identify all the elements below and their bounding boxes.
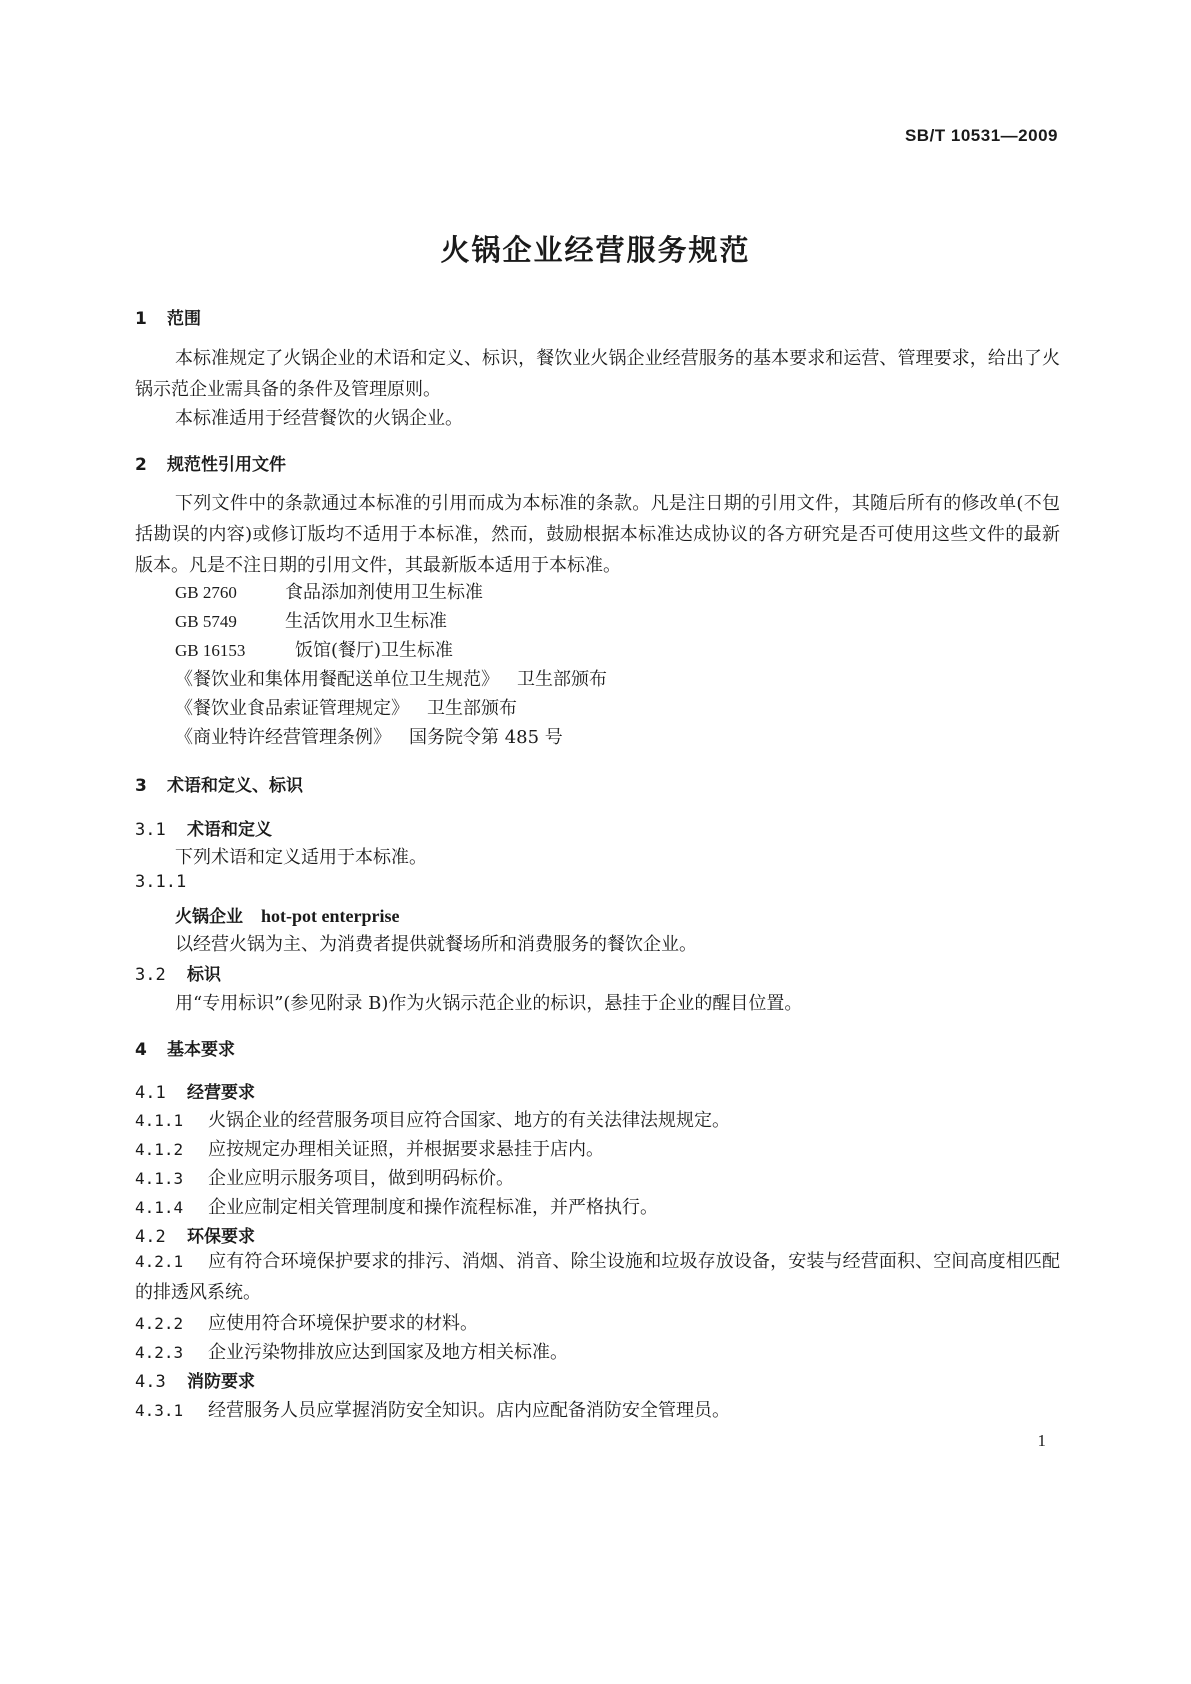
reference-name: 生活饮用水卫生标准	[285, 611, 447, 632]
section-number: 1	[135, 309, 147, 329]
section-title: 标识	[187, 965, 221, 985]
section-4-1-heading	[135, 1078, 255, 1103]
clause-item	[135, 1106, 730, 1132]
clause-text: 应使用符合环境保护要求的材料。	[208, 1313, 478, 1334]
page-number: 1	[1037, 1431, 1046, 1450]
section-title: 经营要求	[187, 1083, 255, 1103]
clause-number: 4.3.1	[135, 1401, 184, 1420]
clause-text: 企业污染物排放应达到国家及地方相关标准。	[208, 1342, 568, 1363]
section-title: 范围	[167, 309, 201, 329]
section-3-1-heading	[135, 815, 272, 840]
section-3-1-text: 下列术语和定义适用于本标准。	[175, 847, 427, 868]
clause-item	[135, 1338, 568, 1364]
section-3-1-1-number: 3.1.1	[135, 872, 187, 892]
section-number: 4	[135, 1040, 147, 1060]
section-3-2-text: 用“专用标识”(参见附录 B)作为火锅示范企业的标识，悬挂于企业的醒目位置。	[175, 993, 803, 1014]
section-title: 术语和定义	[187, 820, 272, 840]
section-title: 消防要求	[187, 1372, 255, 1392]
clause-number: 4.2.2	[135, 1314, 184, 1333]
section-title: 规范性引用文件	[167, 455, 286, 475]
reference-doc-name: 《餐饮业食品索证管理规定》	[175, 698, 409, 719]
clause-item	[135, 1164, 514, 1190]
section-number: 3	[135, 776, 147, 796]
clause-text: 经营服务人员应掌握消防安全知识。店内应配备消防安全管理员。	[208, 1400, 730, 1421]
clause-number: 4.2.3	[135, 1343, 184, 1362]
section-1-paragraph-2: 本标准适用于经营餐饮的火锅企业。	[175, 408, 463, 429]
term-entry	[175, 902, 399, 927]
reference-doc-name: 《餐饮业和集体用餐配送单位卫生规范》	[175, 669, 499, 690]
reference-code: GB 16153	[175, 641, 246, 660]
reference-doc-issuer: 卫生部颁布	[427, 698, 517, 719]
section-title: 术语和定义、标识	[167, 776, 303, 796]
reference-code: GB 5749	[175, 612, 237, 631]
section-title: 基本要求	[167, 1040, 235, 1060]
section-title: 环保要求	[187, 1227, 255, 1247]
clause-text: 企业应制定相关管理制度和操作流程标准，并严格执行。	[208, 1197, 658, 1218]
clause-text: 企业应明示服务项目，做到明码标价。	[208, 1168, 514, 1189]
reference-item	[175, 607, 447, 633]
clause-item	[135, 1193, 658, 1219]
document-title: 火锅企业经营服务规范	[440, 233, 751, 267]
reference-doc-issuer: 国务院令第 485 号	[409, 727, 563, 748]
clause-item	[135, 1309, 478, 1335]
reference-item	[175, 578, 483, 604]
clause-number: 4.1.3	[135, 1169, 184, 1188]
clause-number: 4.1.4	[135, 1198, 184, 1217]
reference-doc-name: 《商业特许经营管理条例》	[175, 727, 391, 748]
reference-doc-issuer: 卫生部颁布	[517, 669, 607, 690]
term-english: hot-pot enterprise	[261, 906, 400, 926]
clause-number: 4.1.2	[135, 1140, 184, 1159]
clause-item	[135, 1135, 604, 1161]
section-3-2-heading	[135, 960, 221, 985]
clause-item	[135, 1396, 730, 1422]
reference-code: GB 2760	[175, 583, 237, 602]
section-4-2-heading	[135, 1222, 255, 1247]
section-number: 3.2	[135, 965, 166, 985]
clause-item	[135, 1246, 1060, 1308]
section-number: 4.3	[135, 1372, 166, 1392]
section-1-paragraph-1: 本标准规定了火锅企业的术语和定义、标识，餐饮业火锅企业经营服务的基本要求和运营、管理要求，给出了火锅示范企业需具备的条件及管理原则。	[135, 348, 1060, 400]
section-3-heading	[135, 771, 303, 796]
clause-number: 4.1.1	[135, 1111, 184, 1130]
section-number: 4.1	[135, 1083, 166, 1103]
reference-name: 饭馆(餐厅)卫生标准	[295, 640, 454, 661]
reference-document	[175, 694, 517, 720]
clause-number: 4.2.1	[135, 1252, 184, 1271]
section-number: 4.2	[135, 1227, 166, 1247]
reference-document	[175, 723, 563, 749]
term-definition: 以经营火锅为主、为消费者提供就餐场所和消费服务的餐饮企业。	[175, 934, 697, 955]
term-chinese: 火锅企业	[175, 907, 243, 927]
clause-text: 应按规定办理相关证照，并根据要求悬挂于店内。	[208, 1139, 604, 1160]
reference-document	[175, 665, 607, 691]
section-2-paragraph-1: 下列文件中的条款通过本标准的引用而成为本标准的条款。凡是注日期的引用文件，其随后所有的修改单(不包括勘误的内容)或修订版均不适用于本标准，然而，鼓励根据本标准达成协议的各方研究是否可使用这些文件的最新版本。凡是不注日期的引用文件，其最新版本适用于本标准。	[135, 493, 1060, 576]
clause-text: 火锅企业的经营服务项目应符合国家、地方的有关法律法规规定。	[208, 1110, 730, 1131]
reference-item	[175, 636, 453, 662]
section-1-heading	[135, 304, 201, 329]
section-number: 3.1	[135, 820, 166, 840]
standard-number: SB/T 10531—2009	[904, 126, 1058, 145]
section-2-heading	[135, 450, 286, 475]
clause-text: 应有符合环境保护要求的排污、消烟、消音、除尘设施和垃圾存放设备，安装与经营面积、空间高度相匹配的排透风系统。	[135, 1251, 1060, 1303]
section-4-heading	[135, 1035, 235, 1060]
section-4-3-heading	[135, 1367, 255, 1392]
section-number: 2	[135, 455, 147, 475]
reference-name: 食品添加剂使用卫生标准	[285, 582, 483, 603]
